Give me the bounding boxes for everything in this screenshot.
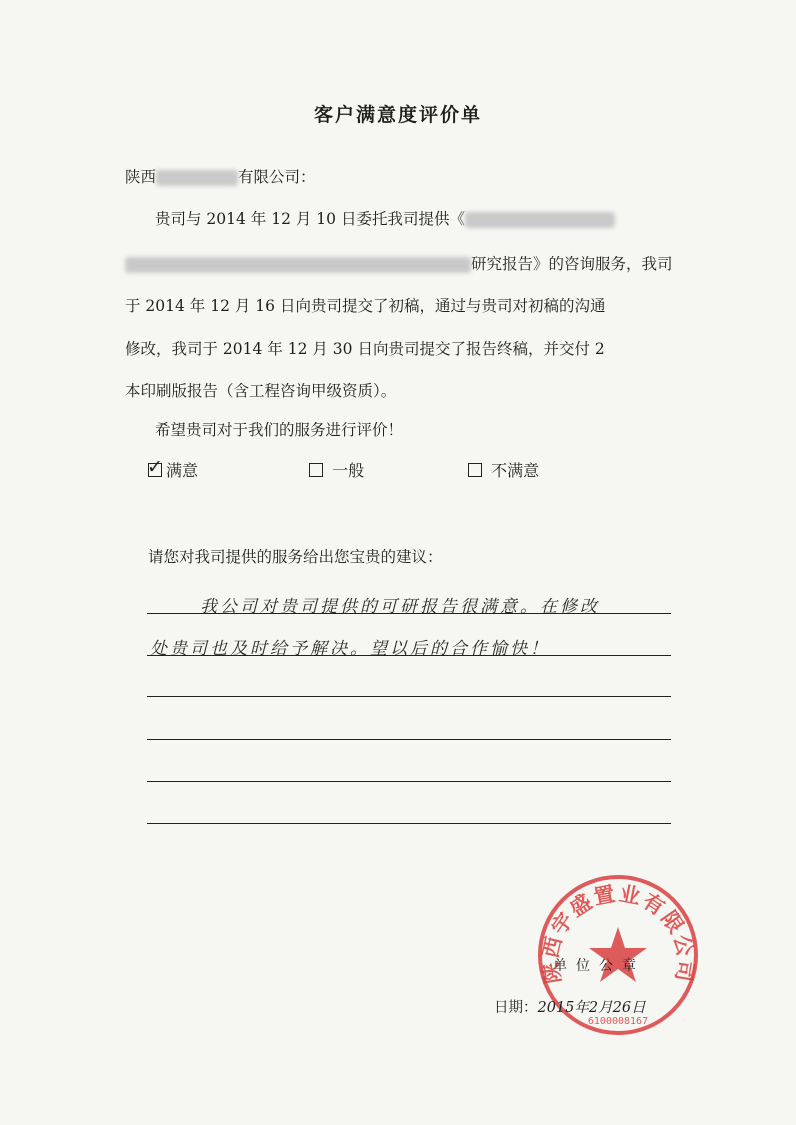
stamp-label: 单位公章 [553, 958, 645, 974]
handwritten-line-2: 处贵司也及时给予解决。望以后的合作愉快！ [150, 639, 550, 659]
svg-text:陕西宇盛置业有限公司: 陕西宇盛置业有限公司 [537, 880, 699, 986]
addressee-suffix: 有限公司： [238, 168, 316, 186]
addressee [125, 165, 316, 187]
body-line-1 [155, 207, 615, 229]
option-label: 满意 [166, 461, 199, 480]
answer-rule [147, 781, 671, 782]
body-text: 贵司与 2014 年 12 月 10 日委托我司提供《 [155, 210, 465, 228]
addressee-prefix: 陕西 [125, 168, 157, 186]
option-label: 一般 [332, 461, 365, 480]
body-line-4: 修改，我司于 2014 年 12 月 30 日向贵司提交了报告终稿，并交付 2 [125, 340, 605, 358]
answer-rule [147, 823, 671, 824]
answer-rule [147, 696, 671, 697]
checkbox-icon[interactable] [309, 463, 323, 477]
date [494, 996, 646, 1017]
option-label: 不满意 [491, 461, 540, 480]
date-value: 2015年2月26日 [537, 1000, 646, 1016]
checkbox-icon[interactable] [468, 463, 482, 477]
svg-text:6100008167: 6100008167 [587, 1016, 649, 1027]
body-line-2 [125, 252, 673, 274]
answer-rule [147, 613, 671, 614]
answer-rule [147, 739, 671, 740]
page-title: 客户满意度评价单 [313, 104, 482, 126]
evaluation-request: 希望贵司对于我们的服务进行评价！ [155, 421, 404, 439]
redacted-project-name [125, 257, 471, 273]
option-unsatisfied[interactable] [468, 458, 539, 481]
suggestion-prompt: 请您对我司提供的服务给出您宝贵的建议： [148, 548, 443, 566]
option-average[interactable] [309, 458, 364, 481]
handwritten-line-1: 我公司对贵司提供的可研报告很满意。在修改 [200, 597, 600, 617]
checkbox-checked-icon[interactable]: ✓ [147, 456, 163, 478]
body-line-5: 本印刷版报告（含工程咨询甲级资质）。 [125, 382, 397, 400]
body-line-3: 于 2014 年 12 月 16 日向贵司提交了初稿，通过与贵司对初稿的沟通 [125, 297, 606, 315]
option-satisfied[interactable] [148, 458, 198, 481]
date-label: 日期： [494, 1000, 538, 1016]
redacted-company-name [156, 170, 238, 186]
body-text: 研究报告》的咨询服务，我司 [471, 255, 673, 273]
redacted-project-name [465, 212, 615, 228]
answer-rule [147, 655, 671, 656]
